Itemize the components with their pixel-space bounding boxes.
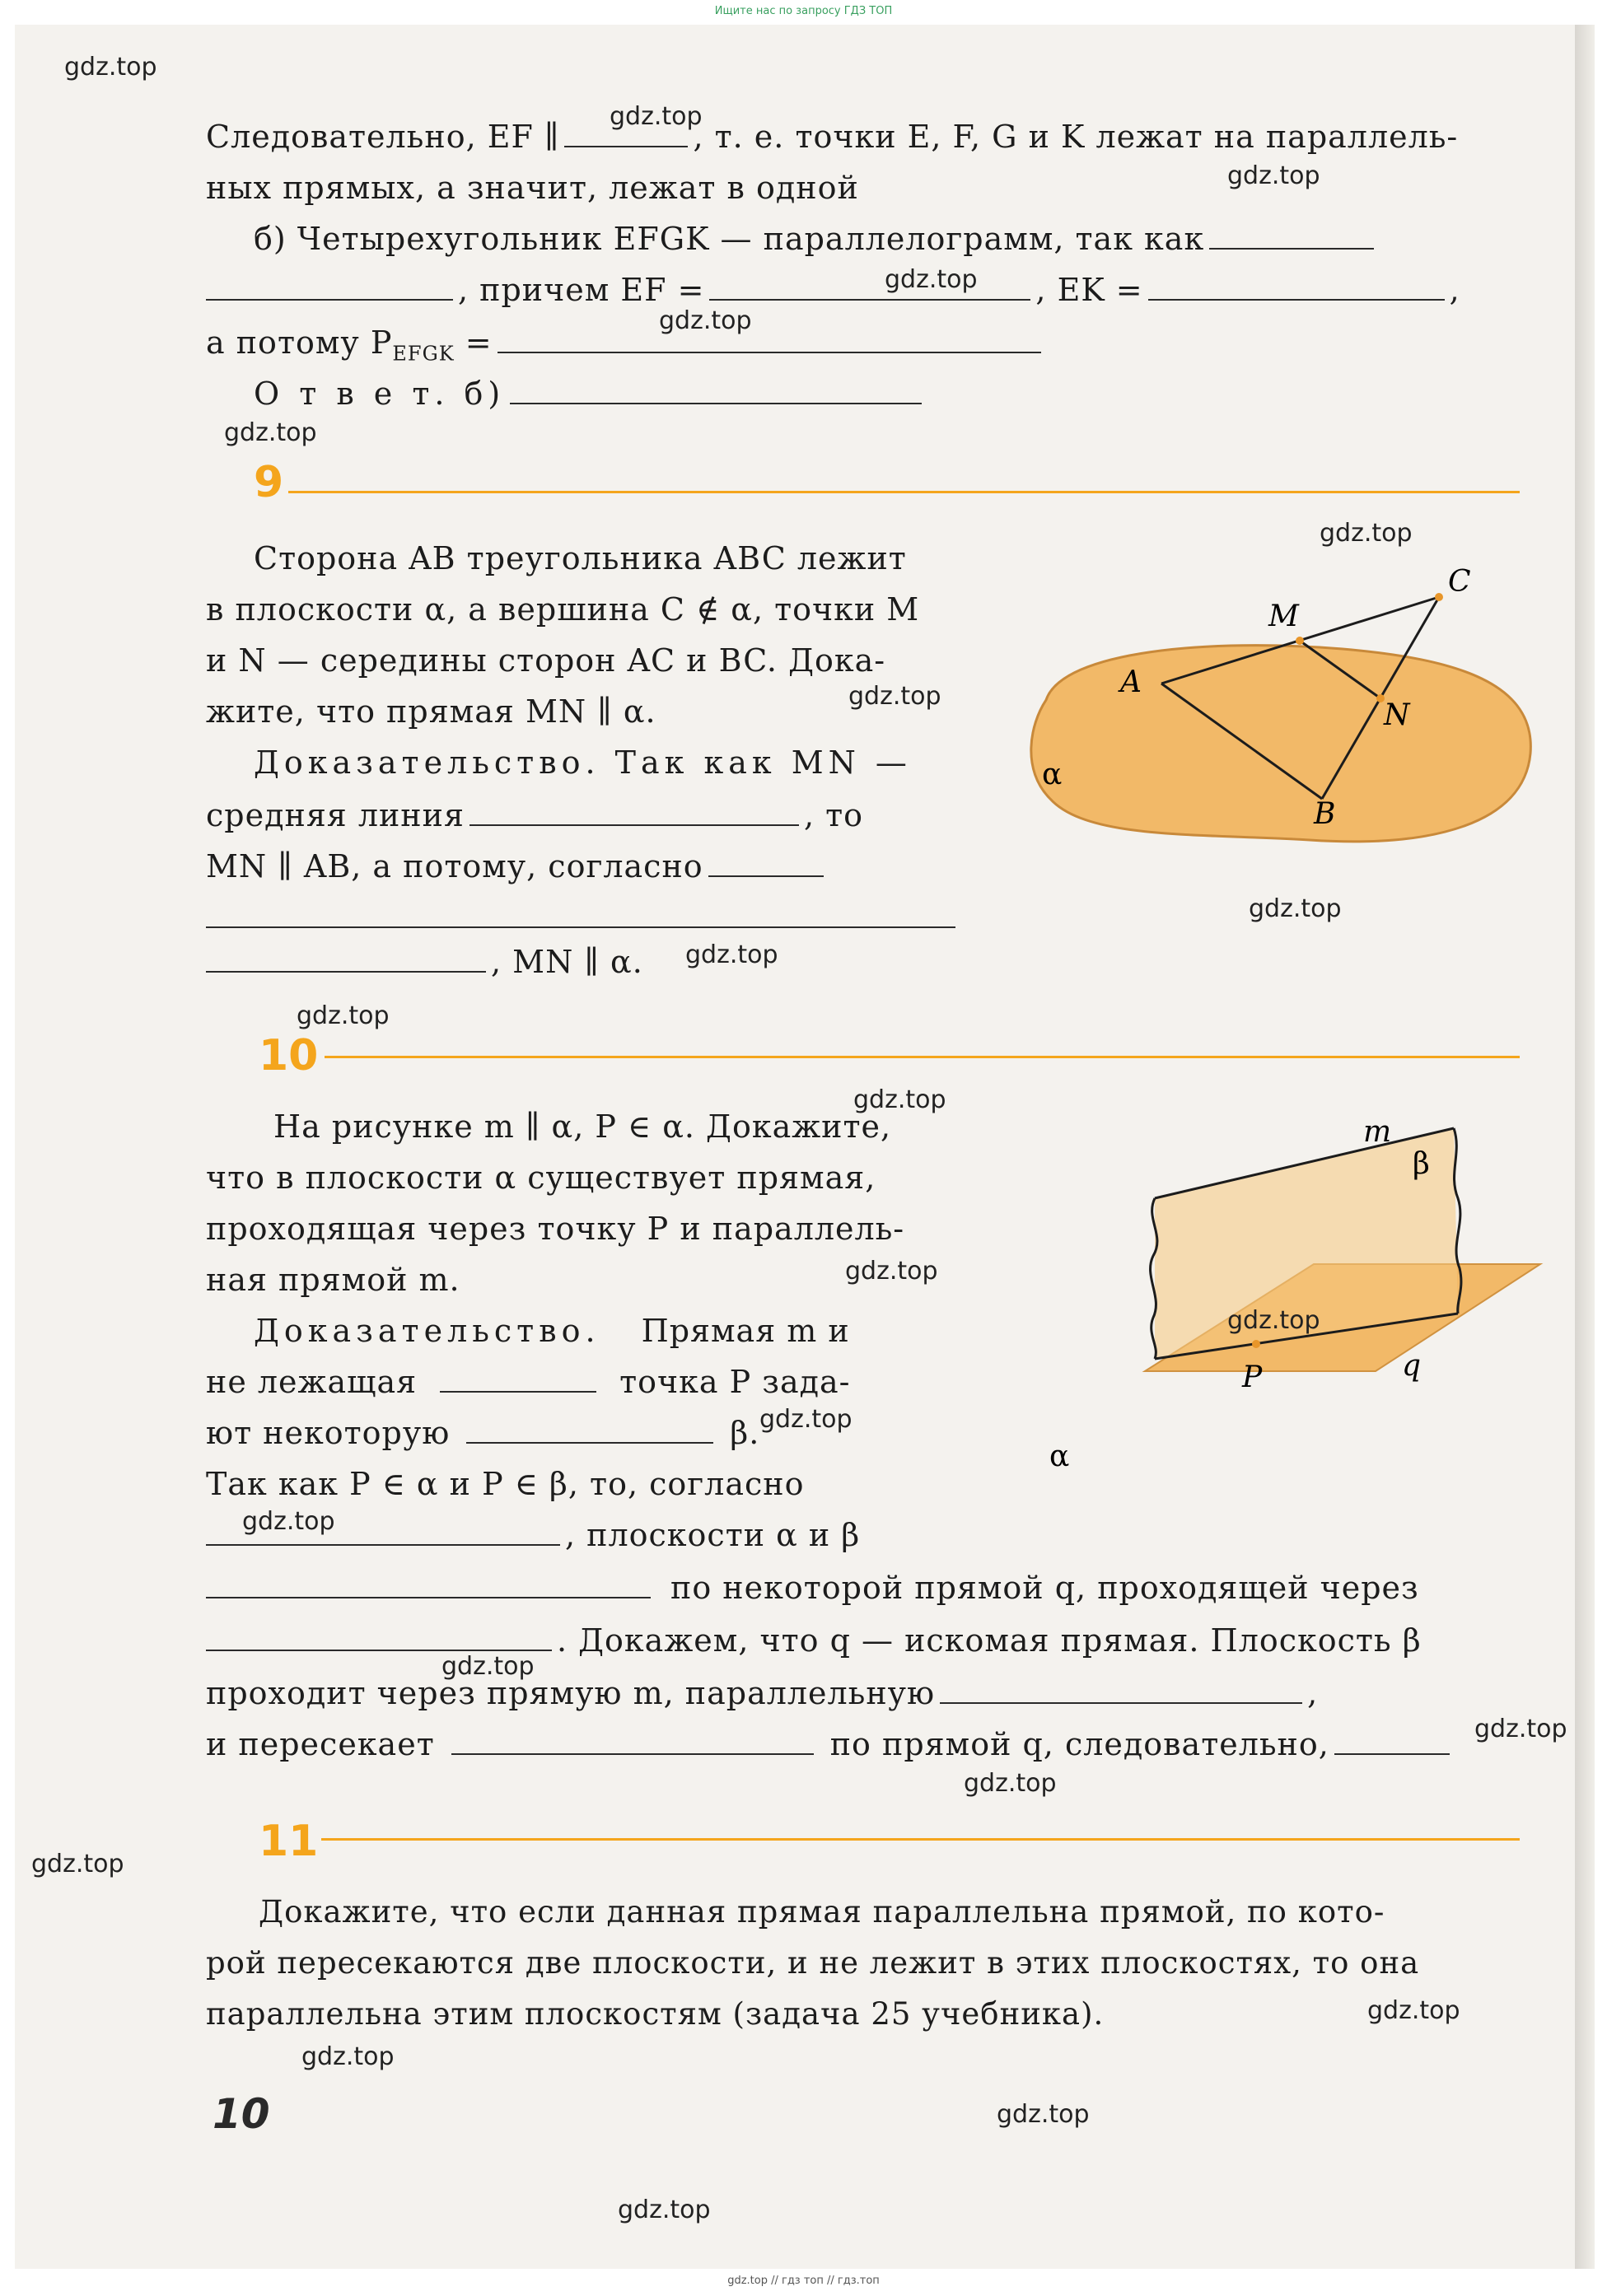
watermark: gdz.top	[301, 2042, 395, 2071]
label-q: q	[1402, 1349, 1422, 1383]
watermark: gdz.top	[1320, 519, 1413, 548]
text-line: Следовательно, EF ∥ , т. е. точки E, F, G и K лежат на параллель-	[206, 119, 1459, 155]
label-P: P	[1242, 1360, 1263, 1394]
text-line: На рисунке m ∥ α, P ∈ α. Докажите,	[273, 1108, 892, 1145]
watermark: gdz.top	[1227, 1306, 1320, 1335]
label-N: N	[1384, 698, 1410, 732]
watermark: gdz.top	[1249, 894, 1342, 923]
label-alpha: α	[1042, 758, 1063, 791]
watermark: gdz.top	[1227, 161, 1320, 190]
answer-blank[interactable]	[206, 1625, 552, 1651]
task-number: 10	[259, 1031, 319, 1080]
label-M: M	[1268, 600, 1299, 633]
answer-blank[interactable]	[498, 327, 1041, 353]
footer-note: gdz.top // гдз топ // гдз.топ	[727, 2275, 880, 2287]
answer-blank[interactable]	[1334, 1729, 1450, 1755]
watermark: gdz.top	[610, 102, 703, 131]
watermark: gdz.top	[31, 1850, 124, 1878]
watermark: gdz.top	[685, 940, 778, 969]
text-line: и N — середины сторон AC и BC. Дока-	[206, 642, 886, 679]
answer-blank[interactable]	[709, 274, 1030, 301]
text-line: ных прямых, а значит, лежат в одной	[206, 170, 859, 206]
header-note: Ищите нас по запросу ГДЗ ТОП	[714, 5, 893, 17]
text-line: ют некоторую β.	[206, 1415, 760, 1451]
watermark: gdz.top	[853, 1085, 946, 1114]
label-m: m	[1363, 1115, 1392, 1149]
answer-blank[interactable]	[440, 1366, 596, 1393]
text-line: Так как P ∈ α и P ∈ β, то, согласно	[206, 1466, 805, 1502]
label-A: A	[1120, 665, 1142, 699]
text-line: . Докажем, что q — искомая прямая. Плоскость β	[206, 1621, 1422, 1660]
label-B: B	[1314, 797, 1336, 831]
text-line: по некоторой прямой q, проходящей через	[206, 1568, 1419, 1608]
answer-blank[interactable]	[206, 1572, 651, 1598]
text-line: Сторона AB треугольника ABC лежит	[254, 540, 907, 576]
answer-blank[interactable]	[510, 378, 922, 404]
text-line: средняя линия , то	[206, 797, 864, 833]
answer-blank[interactable]	[451, 1729, 814, 1755]
task-divider	[325, 1056, 1520, 1058]
text-line: , плоскости α и β	[206, 1515, 860, 1555]
text-line: не лежащая точка P зада-	[206, 1364, 851, 1400]
watermark: gdz.top	[224, 418, 317, 447]
watermark: gdz.top	[441, 1652, 535, 1681]
triangle-plane-figure	[997, 560, 1557, 865]
text-line: а потому $P_{EFGK}$ =	[206, 323, 1046, 374]
page-edge	[1575, 25, 1595, 2269]
watermark: gdz.top	[964, 1769, 1057, 1798]
planes-figure	[1021, 1112, 1549, 1482]
text-line: проходит через прямую m, параллельную ,	[206, 1675, 1319, 1711]
text-line: Докажите, что если данная прямая параллельна прямой, по кото-	[259, 1894, 1385, 1930]
text-line: и пересекает по прямой q, следовательно,	[206, 1724, 1455, 1764]
watermark: gdz.top	[885, 265, 978, 294]
watermark: gdz.top	[64, 53, 157, 82]
label-alpha: α	[1049, 1440, 1070, 1473]
watermark: gdz.top	[659, 306, 752, 335]
text-line: , MN ∥ α.	[206, 942, 643, 982]
watermark: gdz.top	[297, 1001, 390, 1030]
watermark: gdz.top	[845, 1257, 938, 1286]
point-P	[1252, 1340, 1260, 1348]
answer-blank[interactable]	[206, 902, 955, 928]
text-line: что в плоскости α существует прямая,	[206, 1160, 876, 1196]
watermark: gdz.top	[242, 1507, 335, 1536]
answer-blank[interactable]	[940, 1678, 1302, 1704]
watermark: gdz.top	[1474, 1715, 1567, 1743]
point-C	[1435, 593, 1443, 601]
text-line: б) Четырехугольник EFGK — параллелограмм, так как	[254, 219, 1379, 259]
plane-alpha	[1031, 646, 1531, 842]
text-line	[206, 898, 960, 937]
text-line: , причем EF = , EK = ,	[206, 270, 1460, 310]
answer-blank[interactable]	[206, 274, 453, 301]
watermark: gdz.top	[759, 1405, 853, 1434]
label-C: C	[1448, 565, 1471, 599]
answer-blank[interactable]	[469, 800, 799, 826]
answer-blank[interactable]	[708, 851, 824, 877]
text-line: жите, что прямая MN ∥ α.	[206, 693, 656, 730]
answer-blank[interactable]	[1148, 274, 1445, 301]
watermark: gdz.top	[1367, 1996, 1460, 2025]
answer-blank[interactable]	[466, 1417, 713, 1444]
task-divider	[321, 1838, 1520, 1841]
task-divider	[288, 491, 1520, 493]
text-line: параллельна этим плоскостям (задача 25 учебника).	[206, 1996, 1105, 2032]
answer-blank[interactable]	[206, 946, 486, 973]
watermark: gdz.top	[848, 682, 941, 711]
text-line: Доказательство. Так как MN —	[254, 744, 912, 781]
text-line: MN ∥ AB, а потому, согласно	[206, 847, 829, 886]
answer-blank[interactable]	[1209, 223, 1374, 250]
task-number: 11	[259, 1817, 319, 1866]
watermark: gdz.top	[997, 2100, 1090, 2129]
text-line: ная прямой m.	[206, 1262, 460, 1298]
text-line: в плоскости α, а вершина C ∉ α, точки M	[206, 591, 920, 628]
watermark: gdz.top	[618, 2196, 711, 2224]
page-number: 10	[213, 2090, 270, 2138]
task-number: 9	[254, 458, 284, 507]
text-line: рой пересекаются две плоскости, и не лежит в этих плоскостях, то она	[206, 1945, 1420, 1981]
text-line: проходящая через точку P и параллель-	[206, 1211, 905, 1247]
point-M	[1296, 637, 1304, 645]
answer-line: О т в е т. б)	[254, 374, 927, 413]
text-line: Доказательство. Прямая m и	[254, 1313, 850, 1349]
label-beta: β	[1413, 1147, 1430, 1181]
